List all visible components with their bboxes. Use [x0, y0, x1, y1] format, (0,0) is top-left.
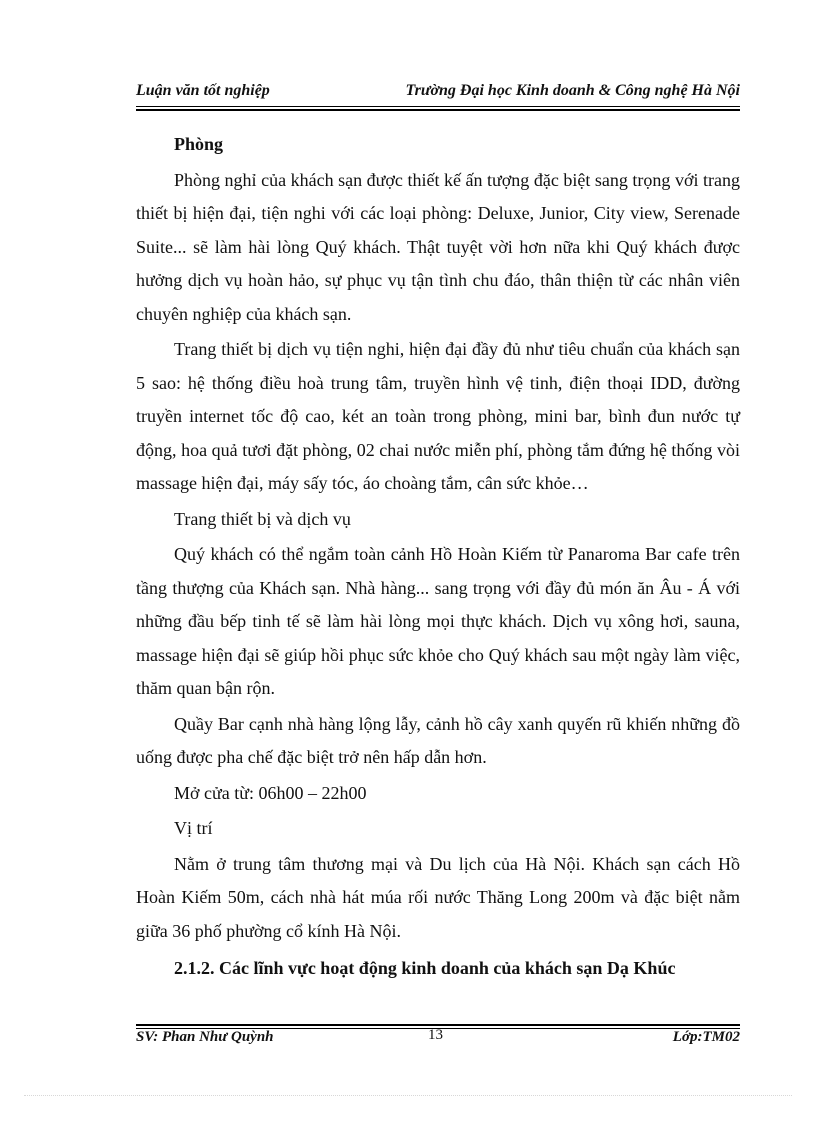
student-name: SV: Phan Như Quỳnh	[136, 1029, 274, 1045]
heading-services: Trang thiết bị và dịch vụ	[174, 508, 351, 529]
university-name: Trường Đại học Kinh doanh & Công nghệ Hà Nội	[405, 82, 740, 99]
section-title: 2.1.2. Các lĩnh vực hoạt động kinh doanh của khách sạn Dạ Khúc	[174, 958, 676, 978]
paragraph-services: Quý khách có thể ngắm toàn cảnh Hồ Hoàn Kiếm từ Panaroma Bar cafe trên tầng thượng của Khách sạn. Nhà hàng... sang trọng với đầy đủ món ăn Âu - Á với những đầu bếp tinh tế sẽ làm hài lòng mọi thực khách. Dịch vụ xông hơi, sauna, massage hiện đại sẽ giúp hồi phục sức khỏe cho Quý khách sau một ngày làm việc, thăm quan bận rộn.	[136, 544, 740, 698]
opening-hours: Mở cửa từ: 06h00 – 22h00	[174, 782, 367, 803]
heading-location: Vị trí	[174, 818, 213, 838]
document-body	[136, 128, 740, 988]
page-edge	[24, 1095, 792, 1096]
header-divider	[136, 106, 740, 107]
page-footer	[136, 1029, 740, 1051]
footer-divider-thick	[136, 1024, 740, 1026]
header-divider-thick	[136, 109, 740, 111]
class-code: Lớp:TM02	[672, 1029, 740, 1045]
paragraph-bar: Quầy Bar cạnh nhà hàng lộng lẫy, cảnh hồ cây xanh quyến rũ khiến những đồ uống được pha chế đặc biệt trở nên hấp dẫn hơn.	[136, 713, 740, 767]
paragraph-location: Nằm ở trung tâm thương mại và Du lịch của Hà Nội. Khách sạn cách Hồ Hoàn Kiếm 50m, cách nhà hát múa rối nước Thăng Long 200m và đặc biệt nằm giữa 36 phố phường cổ kính Hà Nội.	[136, 853, 740, 941]
page-number: 13	[428, 1027, 443, 1043]
paragraph-room: Phòng nghỉ của khách sạn được thiết kế ấn tượng đặc biệt sang trọng với trang thiết bị hiện đại, tiện nghi với các loại phòng: Deluxe, Junior, City view, Serenade Suite... sẽ làm hài lòng Quý khách. Thật tuyệt vời hơn nữa khi Quý khách được hưởng dịch vụ hoàn hảo, sự phục vụ tận tình chu đáo, thân thiện từ các nhân viên chuyên nghiệp của khách sạn.	[136, 169, 740, 324]
heading-room: Phòng	[174, 134, 224, 154]
page-header	[136, 82, 740, 108]
thesis-label: Luận văn tốt nghiệp	[136, 82, 270, 99]
paragraph-equipment: Trang thiết bị dịch vụ tiện nghi, hiện đại đầy đủ như tiêu chuẩn của khách sạn 5 sao: hệ thống điều hoà trung tâm, truyền hình vệ tinh, điện thoại IDD, đường truyền internet tốc độ cao, két an toàn trong phòng, mini bar, bình đun nước tự động, hoa quả tươi đặt phòng, 02 chai nước miễn phí, phòng tắm đứng hệ thống vòi massage hiện đại, máy sấy tóc, áo choàng tắm, cân sức khỏe…	[136, 339, 740, 493]
